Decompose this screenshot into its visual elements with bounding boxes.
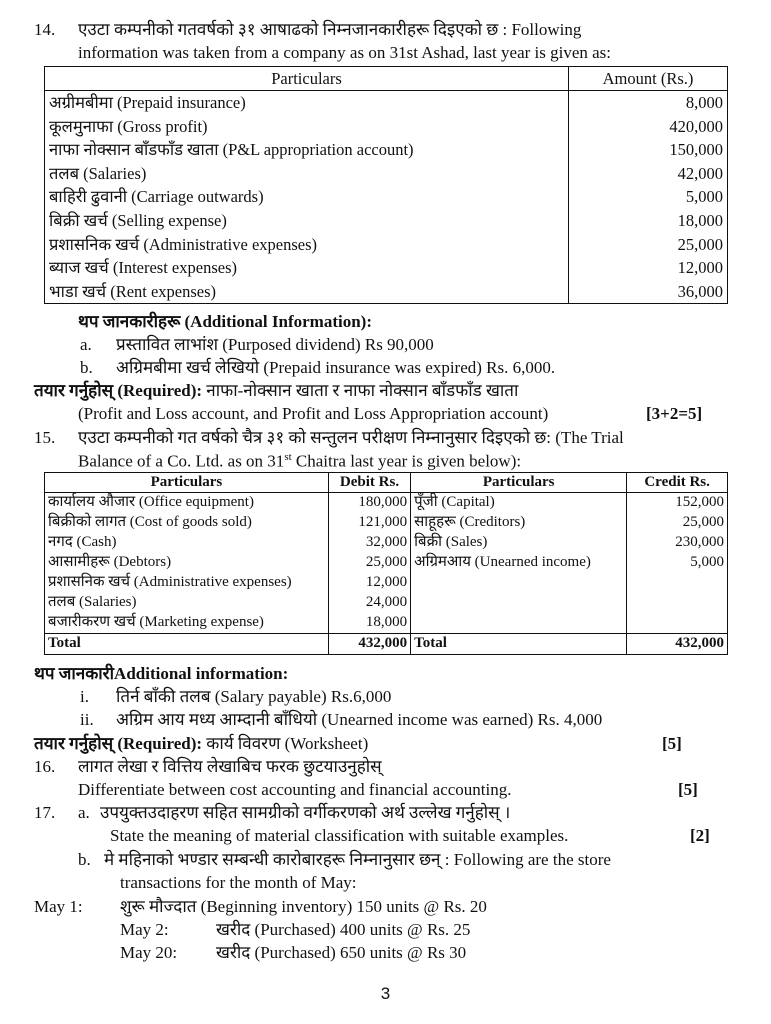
q15-line2-b: Chaitra last year is given below): [291,451,522,471]
q15-line2-sup: st [284,451,292,463]
q16-marks: [5] [678,780,698,799]
header-amount: Amount (Rs.) [569,67,728,91]
table-row [45,613,728,634]
q15-additional-title: थप जानकारीAdditional information: [34,664,289,683]
row-item: बाहिरी ढुवानी (Carriage outwards) [45,185,569,209]
row-amount: 18,000 [569,209,728,233]
row-amount: 12,000 [569,256,728,280]
credit-total: 432,000 [627,634,728,655]
dr-total-label: Total [45,634,329,655]
q14-particulars-table [44,66,728,304]
q15-required [34,734,368,754]
transaction-text: खरीद (Purchased) 650 units @ Rs 30 [216,943,467,962]
q15-additional-ii-label: ii. [80,710,94,729]
debit-value: 24,000 [328,593,410,613]
debit-value: 12,000 [328,573,410,593]
dr-item: आसामीहरू (Debtors) [45,553,329,573]
table-row [45,162,728,186]
table-row [45,553,728,573]
row-amount: 150,000 [569,138,728,162]
row-amount: 42,000 [569,162,728,186]
row-amount: 5,000 [569,185,728,209]
table-row [45,593,728,613]
q17-b-line1: मे महिनाको भण्डार सम्बन्धी कारोबारहरू निम्नानुसार छन् : Following are the store [104,850,611,869]
q14-marks: [3+2=5] [646,404,703,423]
cr-item: साहूहरू (Creditors) [411,513,627,533]
table-header-row [45,67,728,91]
credit-value: 25,000 [627,513,728,533]
q17-b-label: b. [78,850,91,869]
table-row [45,185,728,209]
q14-required [34,381,518,401]
q14-additional-b-label: b. [80,358,93,377]
debit-value: 18,000 [328,613,410,634]
question-15-line1: एउटा कम्पनीको गत वर्षको चैत्र ३१ को सन्तुलन परीक्षण निम्नानुसार दिइएको छ: (The Trial [78,428,624,447]
table-row [45,256,728,280]
cr-item [411,593,627,613]
row-item: बिक्री खर्च (Selling expense) [45,209,569,233]
table-row [45,493,728,514]
q15-required-label: तयार गर्नुहोस् (Required): [34,734,203,753]
table-row [45,91,728,115]
credit-value [627,593,728,613]
row-item: भाडा खर्च (Rent expenses) [45,280,569,304]
q14-required-line2: (Profit and Loss account, and Profit and Loss Appropriation account) [78,404,549,423]
header-debit: Debit Rs. [328,473,410,493]
debit-value: 32,000 [328,533,410,553]
q15-trial-balance-table [44,472,728,655]
q17-a-line2: State the meaning of material classification with suitable examples. [110,826,569,845]
q14-additional-title-text: थप जानकारीहरू (Additional Information): [78,312,373,331]
cr-item [411,613,627,634]
question-15-line2 [78,451,521,472]
row-item: अग्रीमबीमा (Prepaid insurance) [45,91,569,115]
q14-required-text: नाफा-नोक्सान खाता र नाफा नोक्सान बाँडफाँड खाता [206,381,519,400]
cr-item: पूँजी (Capital) [411,493,627,514]
table-row [45,233,728,257]
question-16-number: 16. [34,757,56,776]
question-14-number: 14. [34,20,56,39]
table-row [45,280,728,304]
dr-item: बजारीकरण खर्च (Marketing expense) [45,613,329,634]
transaction-text: शुरू मौज्दात (Beginning inventory) 150 units @ Rs. 20 [120,897,487,916]
q15-additional-i-label: i. [80,687,89,706]
row-item: नाफा नोक्सान बाँडफाँड खाता (P&L appropriation account) [45,138,569,162]
transaction-date: May 1: [34,897,83,916]
row-item: ब्याज खर्च (Interest expenses) [45,256,569,280]
dr-item: बिक्रीको लागत (Cost of goods sold) [45,513,329,533]
row-item: तलब (Salaries) [45,162,569,186]
credit-value [627,573,728,593]
question-14-line2: information was taken from a company as on 31st Ashad, last year is given as: [78,43,612,62]
credit-value: 152,000 [627,493,728,514]
table-row [45,513,728,533]
q14-additional-a-label: a. [80,335,92,354]
question-15-number: 15. [34,428,56,447]
dr-item: नगद (Cash) [45,533,329,553]
table-total-row [45,634,728,655]
q15-marks: [5] [662,734,682,753]
dr-item: प्रशासनिक खर्च (Administrative expenses) [45,573,329,593]
q15-required-text: कार्य विवरण (Worksheet) [206,734,369,753]
q14-additional-title [78,312,372,332]
question-16-line2: Differentiate between cost accounting and financial accounting. [78,780,512,799]
credit-value: 230,000 [627,533,728,553]
question-16-line1: लागत लेखा र वित्तिय लेखाबिच फरक छुटयाउनुहोस् [78,757,382,776]
q15-additional-i-text: तिर्न बाँकी तलब (Salary payable) Rs.6,000 [116,687,392,706]
question-14-line1: एउटा कम्पनीको गतवर्षको ३१ आषाढको निम्नजानकारीहरू दिइएको छ : Following [78,20,582,39]
credit-value: 5,000 [627,553,728,573]
table-row [45,209,728,233]
page-number: 3 [380,984,391,1003]
q14-required-label: तयार गर्नुहोस् (Required): [34,381,203,400]
header-cr-particulars: Particulars [411,473,627,493]
table-row [45,138,728,162]
q17-a-marks: [2] [690,826,710,845]
q17-a-label: a. [78,803,90,822]
row-item: प्रशासनिक खर्च (Administrative expenses) [45,233,569,257]
header-dr-particulars: Particulars [45,473,329,493]
question-17-number: 17. [34,803,56,822]
q14-additional-a-text: प्रस्तावित लाभांश (Purposed dividend) Rs 90,000 [116,335,434,354]
transaction-text: खरीद (Purchased) 400 units @ Rs. 25 [216,920,471,939]
table-row [45,573,728,593]
transaction-date: May 20: [120,943,178,962]
debit-total: 432,000 [328,634,410,655]
credit-value [627,613,728,634]
debit-value: 25,000 [328,553,410,573]
debit-value: 121,000 [328,513,410,533]
q15-line2-a: Balance of a Co. Ltd. as on 31 [78,451,285,471]
header-credit: Credit Rs. [627,473,728,493]
row-item: कूलमुनाफा (Gross profit) [45,115,569,139]
q15-additional-ii-text: अग्रिम आय मध्य आम्दानी बाँधियो (Unearned income was earned) Rs. 4,000 [116,710,603,729]
table-row [45,533,728,553]
cr-total-label: Total [411,634,627,655]
debit-value: 180,000 [328,493,410,514]
q17-a-line1: उपयुक्तउदाहरण सहित सामग्रीको वर्गीकरणको अर्थ उल्लेख गर्नुहोस् । [100,803,511,822]
cr-item: अग्रिमआय (Unearned income) [411,553,627,573]
header-particulars: Particulars [45,67,569,91]
table-header-row [45,473,728,493]
q17-b-line2: transactions for the month of May: [120,873,357,892]
transaction-date: May 2: [120,920,169,939]
cr-item [411,573,627,593]
row-amount: 420,000 [569,115,728,139]
row-amount: 36,000 [569,280,728,304]
q14-additional-b-text: अग्रिमबीमा खर्च लेखियो (Prepaid insurance was expired) Rs. 6,000. [116,358,556,377]
dr-item: कार्यालय औजार (Office equipment) [45,493,329,514]
table-row [45,115,728,139]
dr-item: तलब (Salaries) [45,593,329,613]
cr-item: बिक्री (Sales) [411,533,627,553]
row-amount: 25,000 [569,233,728,257]
row-amount: 8,000 [569,91,728,115]
